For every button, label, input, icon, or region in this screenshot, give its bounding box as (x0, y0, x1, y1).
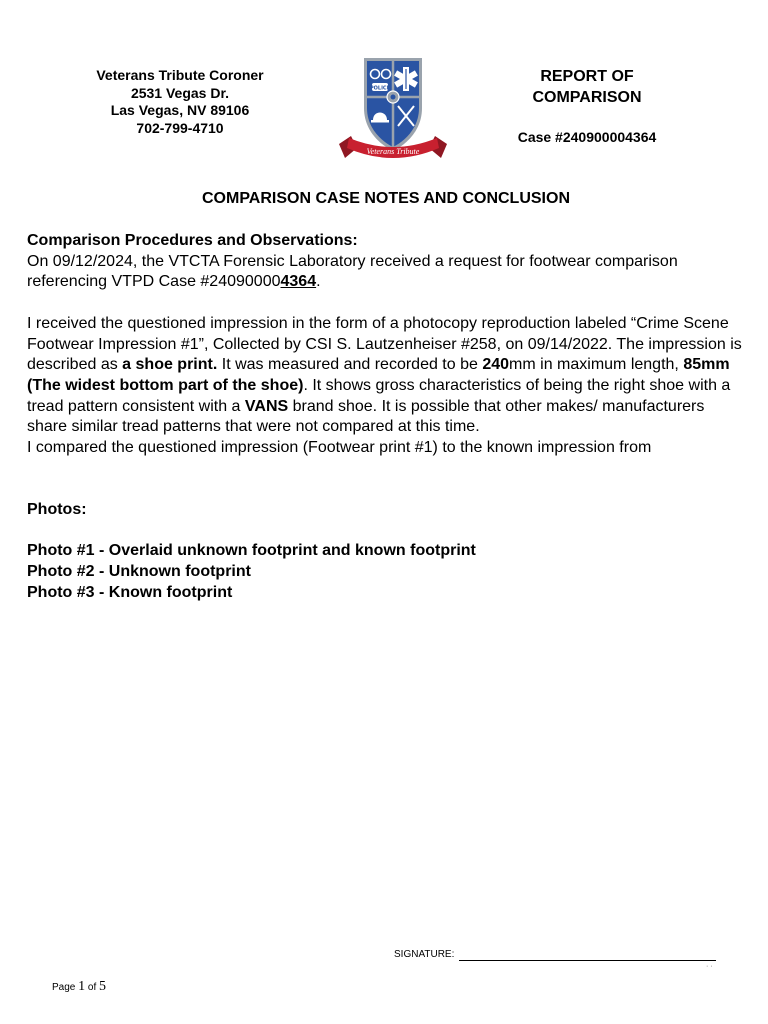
p2-shoe-print: a shoe print. (122, 356, 218, 374)
address-block (75, 67, 285, 138)
report-body (27, 231, 743, 603)
procedures-paragraph-1 (27, 252, 743, 293)
p1-end: . (316, 273, 321, 291)
procedures-paragraph-2 (27, 314, 743, 438)
page-current: 1 (78, 979, 86, 994)
signature-marks: · · (706, 963, 713, 970)
case-number: Case #240900004364 (517, 129, 657, 145)
procedures-title: Comparison Procedures and Observations: (27, 232, 358, 249)
report-title (507, 66, 667, 108)
p1-text: On 09/12/2024, the VTCTA Forensic Laboratory received a request for footwear comparison referencing VTPD Case #24090000 (27, 252, 678, 291)
report-title-line2: COMPARISON (532, 89, 642, 106)
page-number (52, 979, 106, 995)
p2-length: 240 (482, 356, 510, 374)
photo-item-3: Photo #3 - Known footprint (27, 583, 233, 601)
page-of: of (87, 982, 97, 993)
p2-brand: VANS (244, 397, 289, 415)
photo-item-1: Photo #1 - Overlaid unknown footprint and known footprint (27, 542, 476, 560)
banner-text: Veterans Tribute (366, 147, 420, 156)
signature-label: SIGNATURE: (394, 949, 455, 960)
phone-number: 702-799-4710 (136, 120, 224, 137)
photo-item-2: Photo #2 - Unknown footprint (27, 562, 251, 580)
veterans-tribute-crest-icon (335, 52, 451, 168)
org-name: Veterans Tribute Coroner (96, 67, 264, 83)
section-heading: COMPARISON CASE NOTES AND CONCLUSION (201, 190, 570, 207)
p2-text-d: . It shows gross characteristics of being the right shoe with a tread pattern consistent with a (27, 376, 731, 415)
photos-title: Photos: (27, 500, 87, 518)
p2-width: 85mm (The widest bottom part of the shoe) (27, 356, 730, 394)
city-state-zip: Las Vegas, NV 89106 (110, 102, 250, 119)
report-title-line1: REPORT OF (540, 68, 634, 85)
p2-text-c: mm in maximum length, (509, 356, 684, 374)
procedures-paragraph-3: I compared the questioned impression (Footwear print #1) to the known impression from (27, 439, 652, 457)
p1-case-suffix: 4364 (280, 273, 317, 291)
p2-text-b: It was measured and recorded to be (217, 356, 483, 374)
p2-text-a: I received the questioned impression in the form of a photocopy reproduction labeled “Crime Scene Footwear Impression #1”, Collected by CSI S. Lautzenheiser #258, on 09/14/2022. The impression is described as (27, 314, 742, 374)
signature-line (459, 960, 716, 961)
page-total: 5 (99, 979, 107, 994)
police-badge-text: POLICE (369, 85, 391, 92)
street-address: 2531 Vegas Dr. (130, 84, 230, 101)
page-word: Page (52, 982, 76, 993)
p2-text-e: brand shoe. It is possible that other makes/ manufacturers share similar tread patterns that were not compared at this time. (27, 397, 705, 436)
